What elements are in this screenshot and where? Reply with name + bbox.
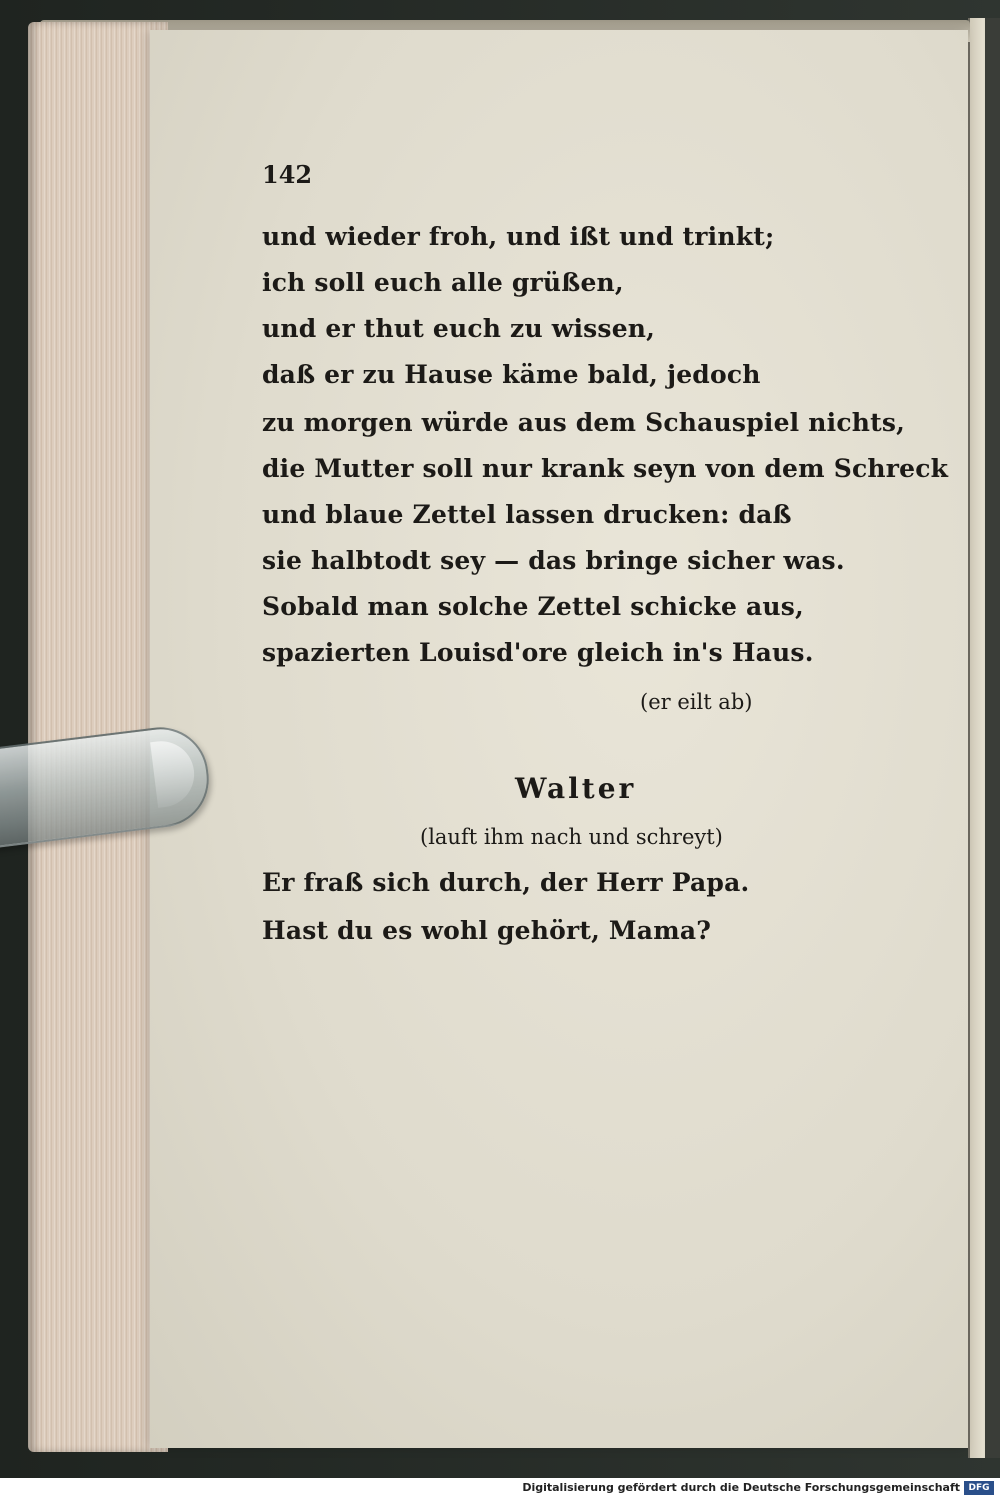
page-number: 142 (262, 160, 313, 189)
stage-direction: (lauft ihm nach und schreyt) (420, 825, 723, 849)
verse-line: und er thut euch zu wissen, (262, 314, 656, 343)
footer-bar (0, 1478, 1000, 1499)
verse-line: zu morgen würde aus dem Schauspiel nichts, (262, 408, 906, 437)
speaker-name: Walter (515, 772, 637, 805)
verse-line: sie halbtodt sey — das bringe sicher was. (262, 546, 845, 575)
stage-direction: (er eilt ab) (640, 690, 753, 714)
verse-line: und blaue Zettel lassen drucken: daß (262, 500, 792, 529)
verse-line: ich soll euch alle grüßen, (262, 268, 624, 297)
verse-line: die Mutter soll nur krank seyn von dem Schreck (262, 454, 949, 483)
dfg-logo: DFG (964, 1481, 994, 1495)
verse-line: Hast du es wohl gehört, Mama? (262, 916, 712, 945)
verse-line: spazierten Louisd'ore gleich in's Haus. (262, 638, 814, 667)
verse-line: und wieder froh, und ißt und trinkt; (262, 222, 775, 251)
verse-line: daß er zu Hause käme bald, jedoch (262, 360, 761, 389)
verse-line: Sobald man solche Zettel schicke aus, (262, 592, 804, 621)
facing-page-shadow (985, 18, 1000, 1458)
verse-line: Er fraß sich durch, der Herr Papa. (262, 868, 750, 897)
footer-credit: Digitalisierung gefördert durch die Deutsche Forschungsgemeinschaft (522, 1481, 960, 1494)
